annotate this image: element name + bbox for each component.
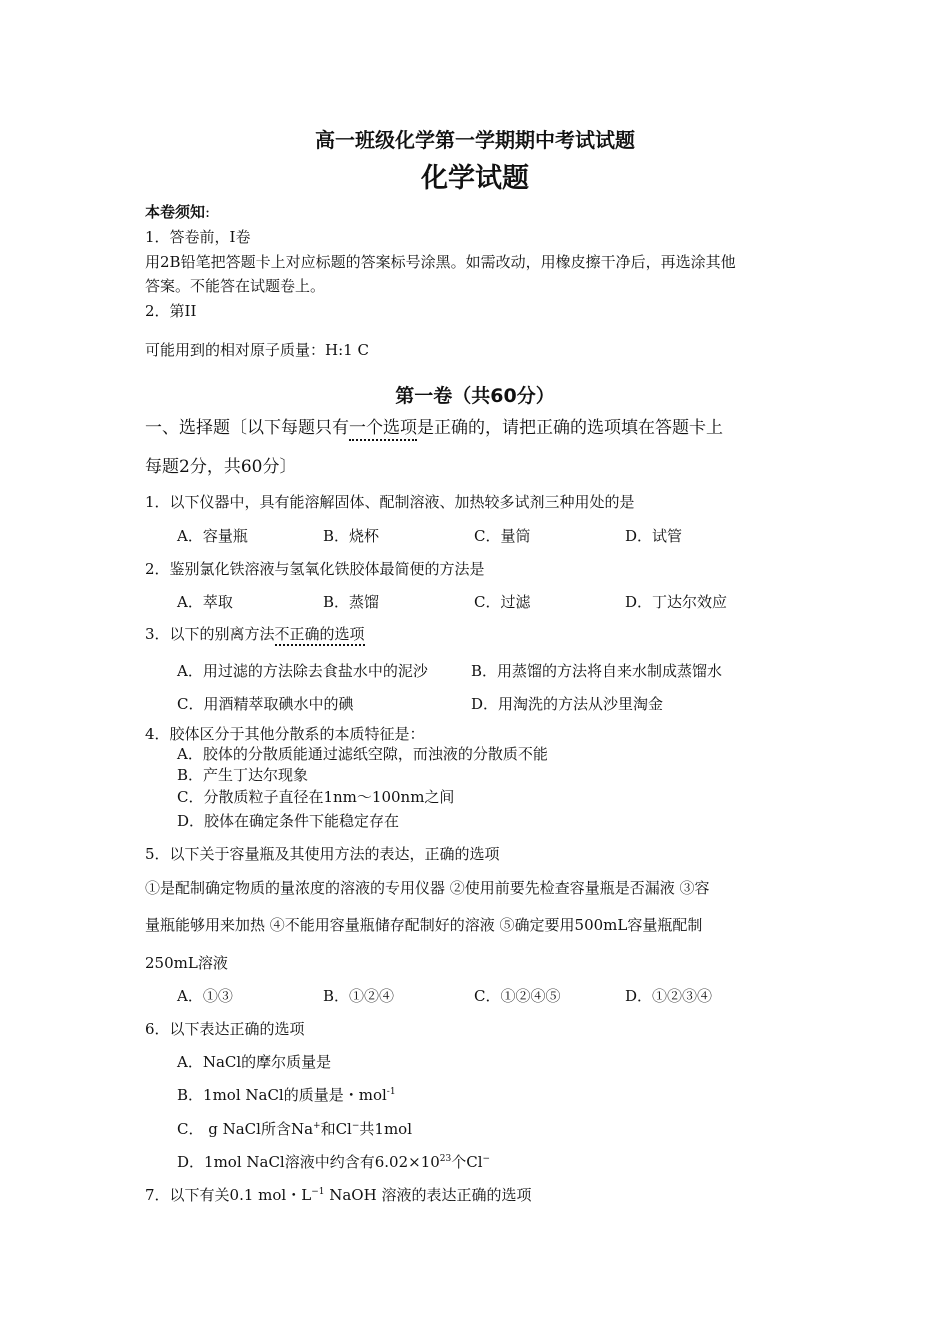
question-1-stem: 1．以下仪器中，具有能溶解固体、配制溶液、加热较多试剂三种用处的是 bbox=[145, 493, 635, 511]
question-7-stem-exponent: −1 bbox=[311, 1187, 325, 1197]
question-6-option-d-charge: − bbox=[482, 1154, 491, 1164]
section-intro-line-2: 每题2分，共60分〕 bbox=[145, 457, 297, 477]
section-intro-part-b: 是正确的，请把正确的选项填在答题卡上 bbox=[417, 418, 723, 438]
question-2-option-d: D．丁达尔效应 bbox=[625, 593, 728, 611]
question-6-option-d-exponent: 23 bbox=[439, 1154, 452, 1164]
exam-subtitle: 化学试题 bbox=[421, 163, 529, 194]
question-1-option-c: C．量筒 bbox=[474, 527, 531, 545]
question-5-option-d: D．①②③④ bbox=[625, 987, 713, 1005]
question-6-option-b bbox=[177, 1085, 396, 1105]
atomic-mass-note: 可能用到的相对原子质量：H:1 C bbox=[145, 341, 369, 359]
question-1-option-d: D．试管 bbox=[625, 527, 683, 545]
question-6-stem: 6．以下表达正确的选项 bbox=[145, 1020, 305, 1038]
question-6-option-c bbox=[177, 1119, 412, 1139]
question-1-option-b: B．烧杯 bbox=[323, 527, 380, 545]
question-4-option-c: C．分散质粒子直径在1nm～100nm之间 bbox=[177, 788, 455, 806]
notice-item-1-line-2: 用2B铅笔把答题卡上对应标题的答案标号涂黑。如需改动，用橡皮擦干净后，再选涂其他 bbox=[145, 253, 736, 271]
question-7-stem-text-2: NaOH 溶液的表达正确的选项 bbox=[324, 1186, 532, 1204]
question-2-option-b: B．蒸馏 bbox=[323, 593, 380, 611]
question-5-option-b: B．①②④ bbox=[323, 987, 395, 1005]
question-6-option-a: A．NaCl的摩尔质量是 bbox=[177, 1053, 332, 1071]
question-6-option-d-text-1: D．1mol NaCl溶液中约含有6.02×10 bbox=[177, 1153, 440, 1171]
question-6-option-d bbox=[177, 1152, 490, 1172]
question-2-option-c: C．过滤 bbox=[474, 593, 531, 611]
question-4-option-d: D．胶体在确定条件下能稳定存在 bbox=[177, 812, 400, 830]
question-5-option-c: C．①②④⑤ bbox=[474, 987, 561, 1005]
question-6-option-c-text-3: 共1mol bbox=[359, 1120, 413, 1138]
question-3-stem-emphasis: 不正确的选项 bbox=[275, 625, 365, 646]
question-5-statements-line-2: 量瓶能够用来加热 ④不能用容量瓶储存配制好的溶液 ⑤确定要用500mL容量瓶配制 bbox=[145, 916, 703, 934]
exam-title: 高一班级化学第一学期期中考试试题 bbox=[315, 128, 635, 152]
question-5-stem: 5．以下关于容量瓶及其使用方法的表达，正确的选项 bbox=[145, 845, 500, 863]
question-7-stem-text-1: 7．以下有关0.1 mol・L bbox=[145, 1186, 312, 1204]
question-1-option-a: A．容量瓶 bbox=[177, 527, 248, 545]
question-5-statements-line-1: ①是配制确定物质的量浓度的溶液的专用仪器 ②使用前要先检查容量瓶是否漏液 ③容 bbox=[145, 879, 710, 897]
notice-item-1-line-3: 答案。不能答在试题卷上。 bbox=[145, 277, 326, 295]
question-2-option-a: A．萃取 bbox=[177, 593, 233, 611]
notice-colon: : bbox=[205, 203, 211, 221]
question-3-option-d: D．用淘洗的方法从沙里淘金 bbox=[471, 695, 664, 713]
question-3-option-c: C．用酒精萃取碘水中的碘 bbox=[177, 695, 354, 713]
question-5-statements-line-3: 250mL溶液 bbox=[145, 954, 228, 972]
section-intro-emphasis: 一个选项 bbox=[349, 418, 417, 441]
question-6-option-c-text-1: C． g NaCl所含Na bbox=[177, 1120, 314, 1138]
question-6-option-d-text-2: 个Cl bbox=[451, 1153, 483, 1171]
question-5-option-a: A．①③ bbox=[177, 987, 233, 1005]
question-6-option-c-charge-2: − bbox=[351, 1121, 360, 1131]
notice-heading: 本卷须知 bbox=[145, 203, 206, 221]
question-4-stem: 4．胶体区分于其他分散系的本质特征是： bbox=[145, 725, 425, 743]
section-title: 第一卷（共60分） bbox=[395, 385, 555, 407]
question-3-stem bbox=[145, 624, 365, 644]
section-intro-part-a: 一、选择题〔以下每题只有 bbox=[145, 418, 349, 438]
question-2-stem: 2．鉴别氯化铁溶液与氢氧化铁胶体最简便的方法是 bbox=[145, 560, 485, 578]
notice-item-1: 1．答卷前，Ⅰ卷 bbox=[145, 228, 251, 246]
question-3-stem-part-a: 3．以下的别离方法 bbox=[145, 625, 275, 643]
notice-item-2: 2．第II bbox=[145, 302, 197, 320]
question-6-option-b-text: B．1mol NaCl的质量是・mol bbox=[177, 1086, 387, 1104]
question-6-option-c-charge-1: + bbox=[313, 1121, 321, 1131]
question-4-option-b: B．产生丁达尔现象 bbox=[177, 766, 309, 784]
question-4-option-a: A．胶体的分散质能通过滤纸空隙，而浊液的分散质不能 bbox=[177, 745, 548, 763]
question-6-option-b-exponent: -1 bbox=[386, 1087, 396, 1097]
question-3-option-b: B．用蒸馏的方法将自来水制成蒸馏水 bbox=[471, 662, 723, 680]
question-6-option-c-text-2: 和Cl bbox=[320, 1120, 352, 1138]
question-3-option-a: A．用过滤的方法除去食盐水中的泥沙 bbox=[177, 662, 428, 680]
notice-heading-line bbox=[145, 202, 210, 222]
question-7-stem bbox=[145, 1185, 531, 1205]
section-intro bbox=[145, 418, 723, 438]
